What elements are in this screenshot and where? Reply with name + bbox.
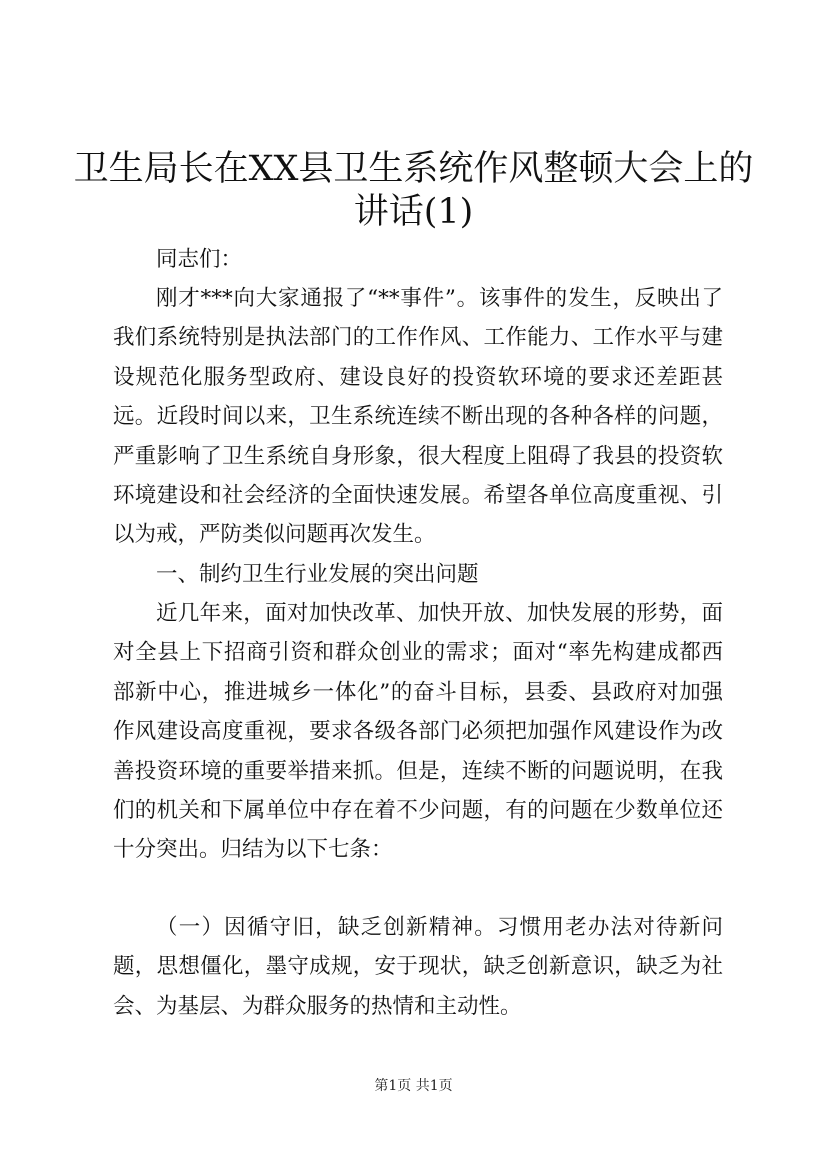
greeting: 同志们： [156,247,243,272]
page-number-footer: 第1页 共1页 [374,1078,453,1094]
section-paragraph: 近几年来，面对加快改革、加快开放、加快发展的形势，面对全县上下招商引资和群众创业的需求；面对“率先构建成都西部新中心，推进城乡一体化”的奋斗目标，县委、县政府对加强作风建设高度重视，要求各级各部门必须把加强作风建设作为改善投资环境的重要举措来抓。但是，连续不断的问题说明，在我们的机关和下属单位中存在着不少问题，有的问题在少数单位还十分突出。归结为以下七条： [113,601,723,863]
document-title-line-2: 讲话(1) [353,192,474,232]
list-item-1: （一）因循守旧，缺乏创新精神。习惯用老办法对待新问题，思想僵化，墨守成规，安于现状，缺乏创新意识，缺乏为社会、为基层、为群众服务的热情和主动性。 [113,915,723,1019]
section-heading: 一、制约卫生行业发展的突出问题 [156,562,479,587]
intro-paragraph: 刚才***向大家通报了“**事件”。该事件的发生，反映出了我们系统特别是执法部门的工作作风、工作能力、工作水平与建设规范化服务型政府、建设良好的投资软环境的要求还差距甚远。近段时间以来，卫生系统连续不断出现的各种各样的问题，严重影响了卫生系统自身形象，很大程度上阻碍了我县的投资软环境建设和社会经济的全面快速发展。希望各单位高度重视、引以为戒，严防类似问题再次发生。 [113,286,723,548]
document-title-line-1: 卫生局长在XX县卫生系统作风整顿大会上的 [73,149,754,189]
